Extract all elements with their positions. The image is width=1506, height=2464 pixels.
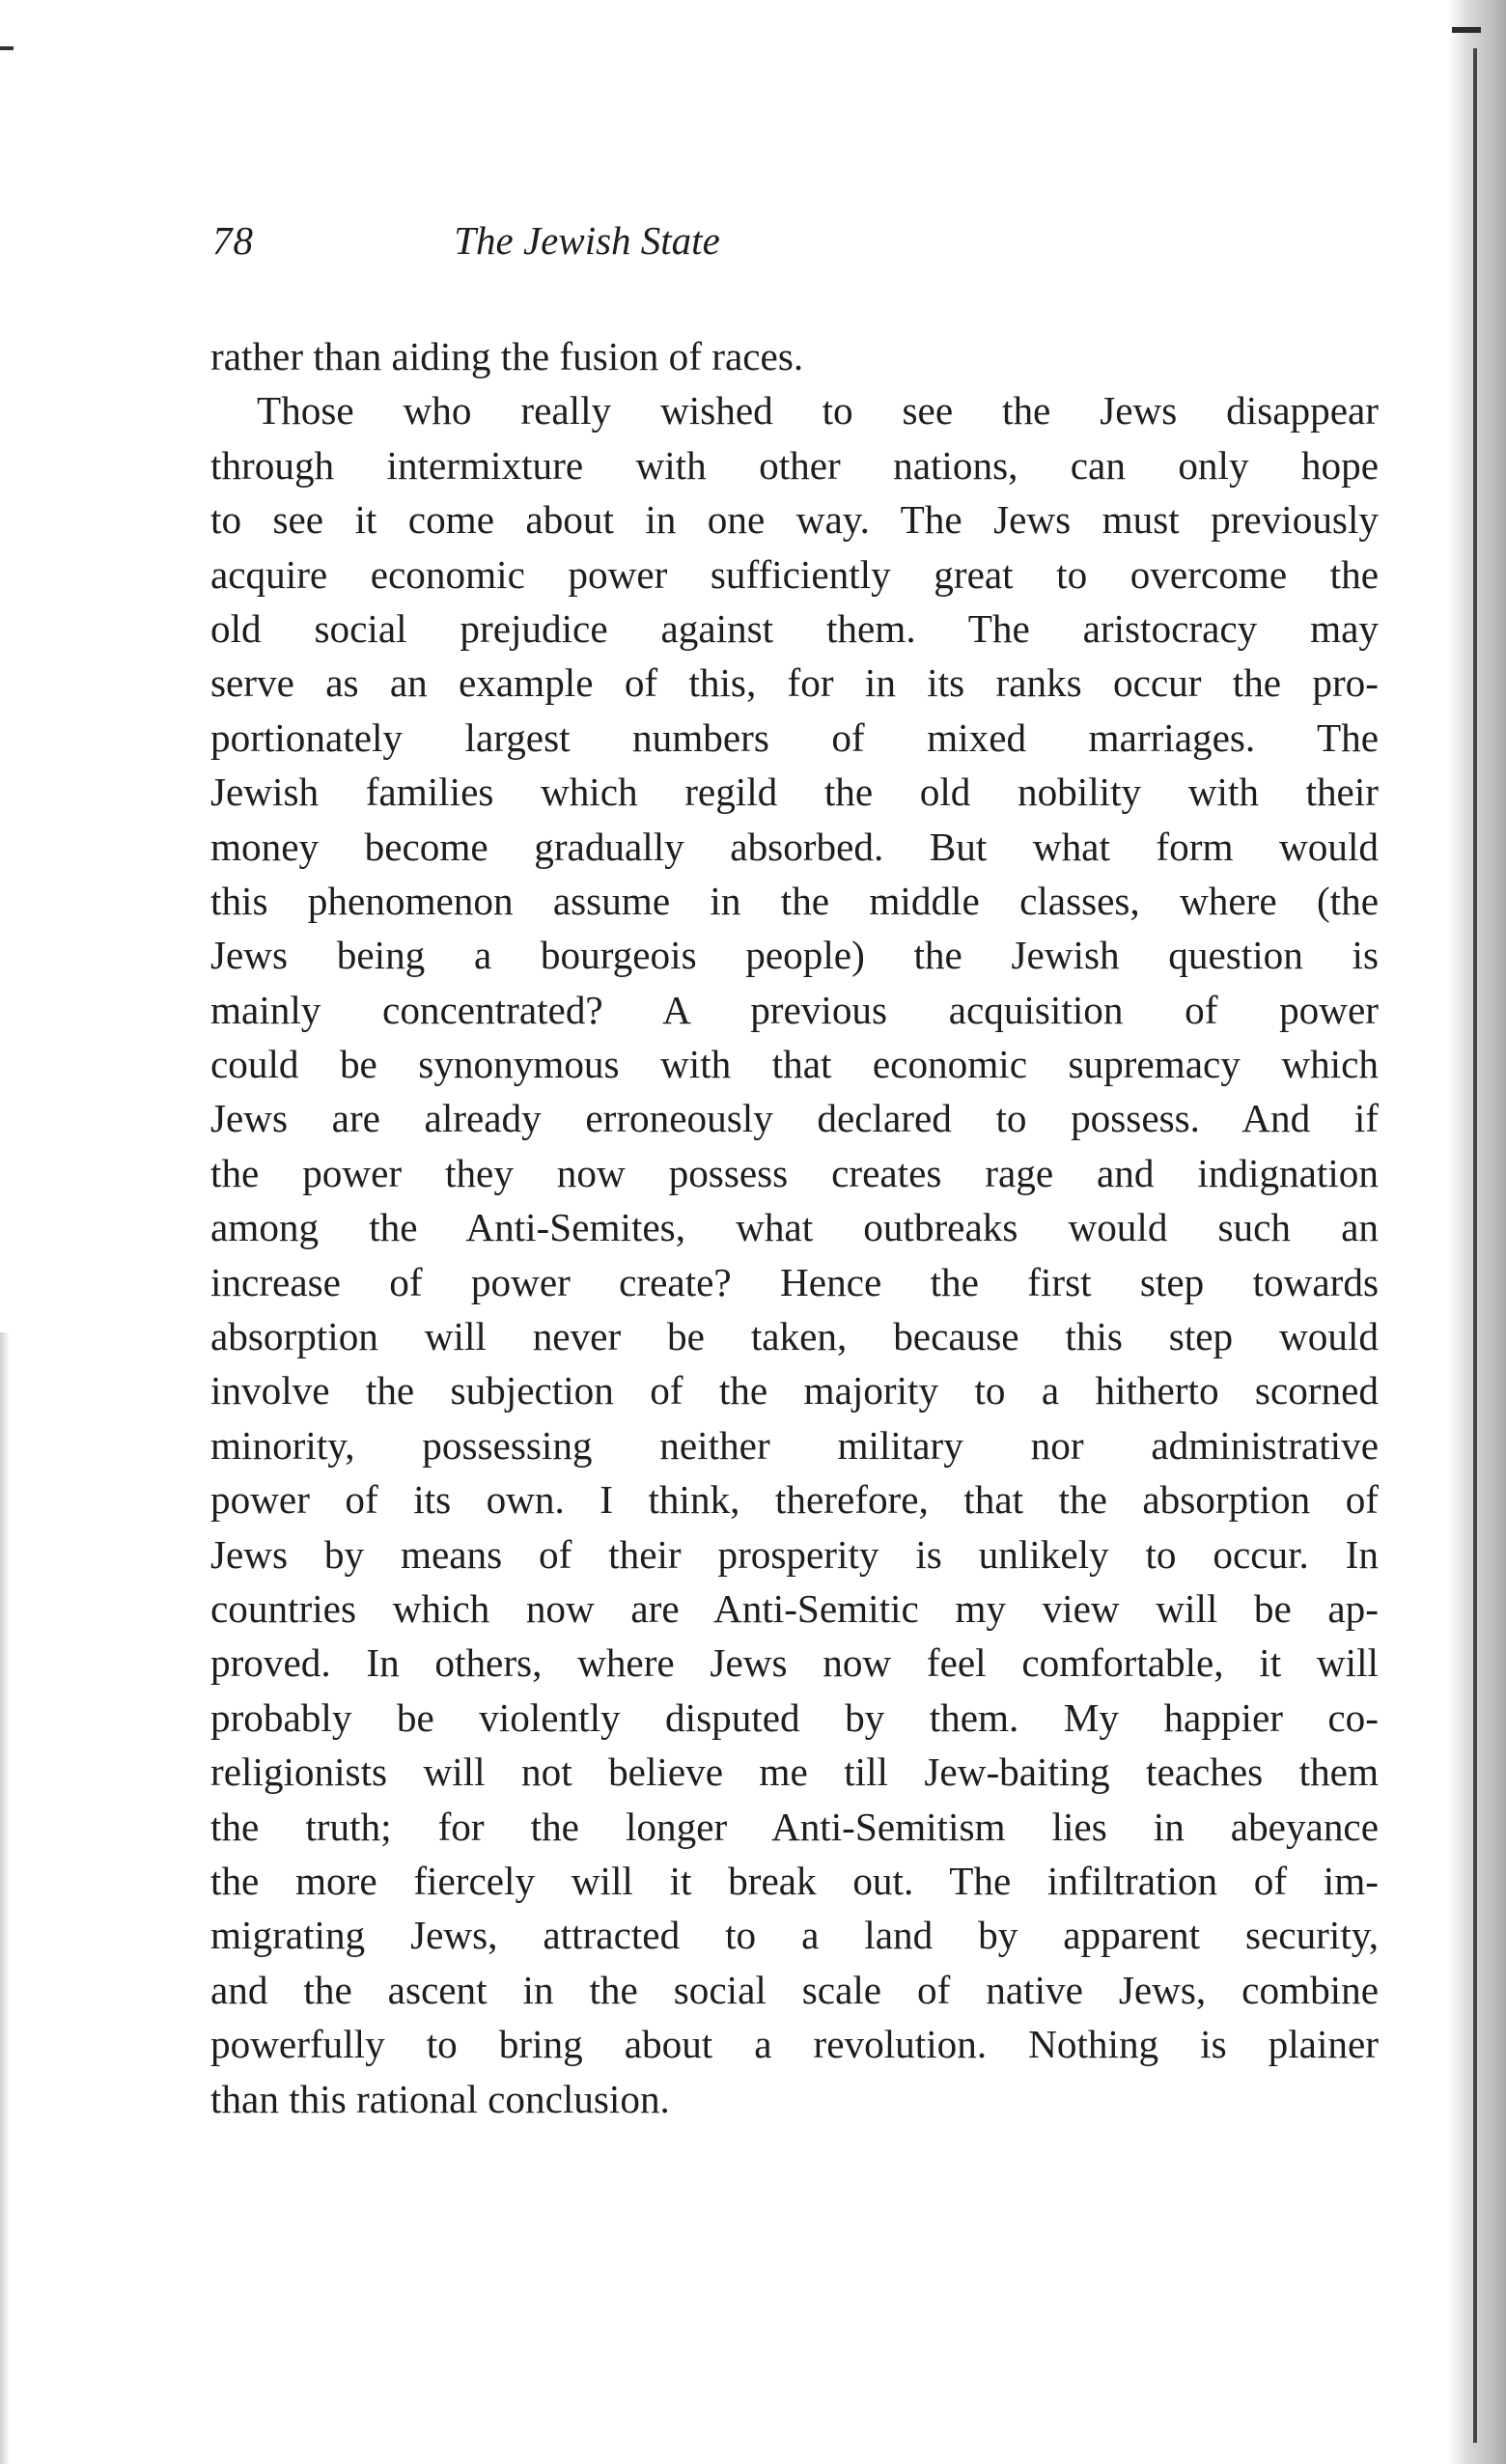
book-page	[210, 217, 1379, 2126]
text-line: Jews by means of their prosperity is unlikely to occur. In	[210, 1531, 1379, 1577]
text-line: through intermixture with other nations, can only hope	[210, 442, 1379, 488]
text-line: could be synonymous with that economic supremacy which	[210, 1042, 1379, 1087]
body-text	[210, 329, 1379, 2126]
text-line: involve the subjection of the majority to a hitherto scorned	[210, 1368, 1379, 1414]
text-line: this phenomenon assume in the middle classes, where (the	[210, 878, 1379, 923]
text-line: to see it come about in one way. The Jews must previously	[210, 497, 1379, 543]
text-line: the truth; for the longer Anti-Semitism lies in abeyance	[210, 1804, 1379, 1849]
text-line: Jewish families which regild the old nobility with their	[210, 770, 1379, 815]
text-line: power of its own. I think, therefore, that the absorption of	[210, 1477, 1379, 1523]
text-line: Jews being a bourgeois people) the Jewish question is	[210, 933, 1379, 978]
text-line: mainly concentrated? A previous acquisition of power	[210, 987, 1379, 1032]
text-line: migrating Jews, attracted to a land by apparent security,	[210, 1913, 1379, 1958]
text-line: minority, possessing neither military nor administrative	[210, 1422, 1379, 1468]
text-line: serve as an example of this, for in its ranks occur the pro-	[210, 660, 1379, 706]
page-edge-line	[1473, 48, 1477, 2443]
left-page-shadow	[0, 1332, 10, 2464]
text-line: than this rational conclusion.	[210, 2076, 670, 2121]
text-line: and the ascent in the social scale of native Jews, combine	[210, 1967, 1379, 2012]
running-head	[210, 217, 1379, 285]
book-gutter-shadow	[1448, 0, 1506, 2464]
scan-corner-mark	[0, 46, 14, 50]
text-line: proved. In others, where Jews now feel comfortable, it will	[210, 1640, 1379, 1686]
text-line: rather than aiding the fusion of races.	[210, 334, 804, 378]
text-line: probably be violently disputed by them. My happier co-	[210, 1694, 1379, 1740]
text-line: among the Anti-Semites, what outbreaks would such an	[210, 1205, 1379, 1250]
running-title: The Jewish State	[454, 218, 720, 263]
text-line: absorption will never be taken, because this step would	[210, 1314, 1379, 1359]
text-line: acquire economic power sufficiently great to overcome the	[210, 551, 1379, 597]
text-line: powerfully to bring about a revolution. Nothing is plainer	[210, 2022, 1379, 2067]
page-edge-hook	[1452, 27, 1481, 33]
text-line: money become gradually absorbed. But what form would	[210, 824, 1379, 869]
page-number: 78	[212, 218, 254, 263]
text-line: the power they now possess creates rage and indignation	[210, 1150, 1379, 1195]
text-line: the more fiercely will it break out. The infiltration of im-	[210, 1858, 1379, 1903]
text-line: increase of power create? Hence the first step towards	[210, 1259, 1379, 1304]
text-line: portionately largest numbers of mixed marriages. The	[210, 714, 1379, 760]
text-line: countries which now are Anti-Semitic my view will be ap-	[210, 1585, 1379, 1631]
text-line: old social prejudice against them. The aristocracy may	[210, 605, 1379, 651]
text-line: Those who really wished to see the Jews disappear	[257, 388, 1379, 434]
text-line: Jews are already erroneously declared to possess. And if	[210, 1096, 1379, 1141]
text-line: religionists will not believe me till Jew-baiting teaches them	[210, 1750, 1379, 1795]
